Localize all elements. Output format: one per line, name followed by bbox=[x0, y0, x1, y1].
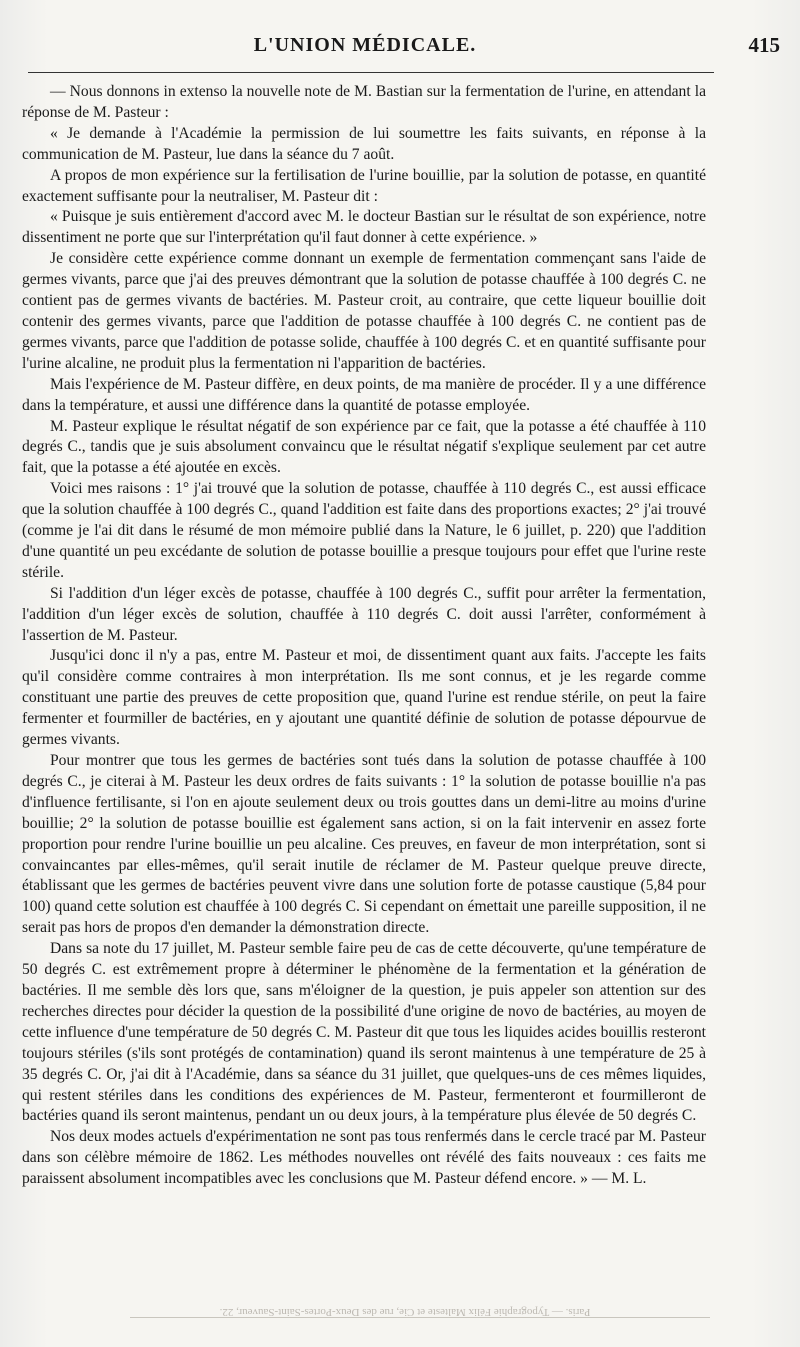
header bbox=[22, 28, 780, 62]
paragraph-5: Je considère cette expérience comme donnant un exemple de fermentation commençant sans l'aide de germes vivants, parce que j'ai des preuves démontrant que la solution de potasse chauffée à 100 degrés C. ne contient pas de germes vivants de bactéries. M. Pasteur croit, au contraire, que cette liqueur bouillie doit contenir des germes vivants, parce que l'addition de potasse chauffée à 100 degrés C. ne contient pas de germes vivants, parce que l'addition de potasse solide, chauffée à 100 degrés C. et en quantité suffisante pour l'urine alcaline, ne produit plus la fermentation ni l'apparition de bactéries. bbox=[22, 250, 706, 372]
paragraph-4: « Puisque je suis entièrement d'accord avec M. le docteur Bastian sur le résultat de son expérience, notre dissentiment ne porte que sur l'interprétation qu'il faut donner à cette expérience. » bbox=[22, 208, 706, 247]
paragraph-10: Jusqu'ici donc il n'y a pas, entre M. Pasteur et moi, de dissentiment quant aux faits. J'accepte les faits qu'il considère comme contraires à mon interprétation. Ils me sont connus, et je les regarde comme constituant une partie des preuves de cette proposition que, quand l'urine est rendue stérile, on peut la faire fermenter et fourmiller de bactéries, en y ajoutant une quantité définie de solution de potasse dépourvue de germes vivants. bbox=[22, 647, 706, 749]
paragraph-2: « Je demande à l'Académie la permission de lui soumettre les faits suivants, en réponse à la communication de M. Pasteur, lue dans la séance du 7 août. bbox=[22, 124, 706, 163]
running-head: L'UNION MÉDICALE. bbox=[253, 34, 477, 56]
paragraph-8: Voici mes raisons : 1° j'ai trouvé que la solution de potasse, chauffée à 110 degrés C., est aussi efficace que la solution chauffée à 100 degrés C., quand l'addition est faite dans des proportions exactes; 2° j'ai trouvé (comme je l'ai dit dans le résumé de mon mémoire publié dans la Nature, le 6 juillet, p. 220) que l'addition d'une quantité un peu excédante de solution de potasse bouillie a presque toujours pour effet que l'urine reste stérile. bbox=[22, 480, 706, 581]
header-rule bbox=[28, 72, 714, 73]
paragraph-3: A propos de mon expérience sur la fertilisation de l'urine bouillie, par la solution de potasse, en quantité exactement suffisante pour la neutraliser, M. Pasteur dit : bbox=[22, 166, 706, 205]
printer-imprint: Paris. — Typographie Félix Malteste et Cie, rue des Deux-Portes-Saint-Sauveur, 22. bbox=[219, 1306, 591, 1318]
page-number: 415 bbox=[748, 33, 780, 57]
paragraph-13: Nos deux modes actuels d'expérimentation ne sont pas tous renfermés dans le cercle tracé par M. Pasteur dans son célèbre mémoire de 1862. Les méthodes nouvelles ont révélé des faits nouveaux : ces faits me paraissent absolument incompatibles avec les conclusions que M. Pasteur défend encore. » — M. L. bbox=[22, 1128, 706, 1188]
article-body bbox=[22, 82, 706, 1292]
paragraph-6: Mais l'expérience de M. Pasteur diffère, en deux points, de ma manière de procéder. Il y a une différence dans la température, et aussi une différence dans la quantité de potasse employée. bbox=[22, 375, 706, 414]
paragraph-11: Pour montrer que tous les germes de bactéries sont tués dans la solution de potasse chauffée à 100 degrés C., je citerai à M. Pasteur les deux ordres de faits suivants : 1° la solution de potasse bouillie n'a pas d'influence fertilisante, si l'on en ajoute seulement deux ou trois gouttes dans un demi-litre au moins d'urine bouillie; 2° la solution de potasse bouillie est également sans action, si on la fait intervenir en assez forte proportion pour rendre l'urine bouillie un peu alcaline. Ces preuves, en faveur de mon interprétation, sont si convaincantes par elles-mêmes, qu'il serait inutile de réclamer de M. Pasteur quelque preuve directe, établissant que les germes de bactéries peuvent vivre dans une solution forte de potasse caustique (5,84 pour 100) quand cette solution est chauffée à 100 degrés C. Si cependant on émettait une pareille supposition, il ne serait pas hors de propos d'en demander la démonstration directe. bbox=[22, 752, 706, 937]
paragraph-12: Dans sa note du 17 juillet, M. Pasteur semble faire peu de cas de cette découverte, qu'une température de 50 degrés C. est extrêmement propre à déterminer le phénomène de la fermentation et la génération de bactéries. Il me semble dès lors que, sans m'éloigner de la question, je puis appeler son attention sur des recherches directes pour décider la question de la possibilité d'une origine de novo de bactéries, au moyen de cette influence d'une température de 50 degrés C. M. Pasteur dit que tous les liquides acides bouillis resteront toujours stériles (s'ils sont protégés de contamination) quand ils seront maintenus à une température de 25 à 35 degrés C. Or, j'ai dit à l'Académie, dans sa séance du 31 juillet, que quelques-uns de ces mêmes liquides, qui restent stériles dans les conditions des expériences de M. Pasteur, fermenteront et fourmilleront de bactéries quand ils seront maintenus, pendant un ou deux jours, à la température plus élevée de 50 degrés C. bbox=[22, 940, 706, 1125]
paragraph-7: M. Pasteur explique le résultat négatif de son expérience par ce fait, que la potasse a été chauffée à 110 degrés C., tandis que je suis absolument convaincu que le résultat négatif s'explique seulement par cet autre fait, que la potasse a été ajoutée en excès. bbox=[22, 417, 706, 477]
paragraph-9: Si l'addition d'un léger excès de potasse, chauffée à 100 degrés C., suffit pour arrêter la fermentation, l'addition d'un léger excès de solution, chauffée à 110 degrés C. doit aussi l'arrêter, conformément à l'assertion de M. Pasteur. bbox=[22, 584, 706, 644]
paragraph-1: — Nous donnons in extenso la nouvelle note de M. Bastian sur la fermentation de l'urine, en attendant la réponse de M. Pasteur : bbox=[22, 83, 706, 121]
